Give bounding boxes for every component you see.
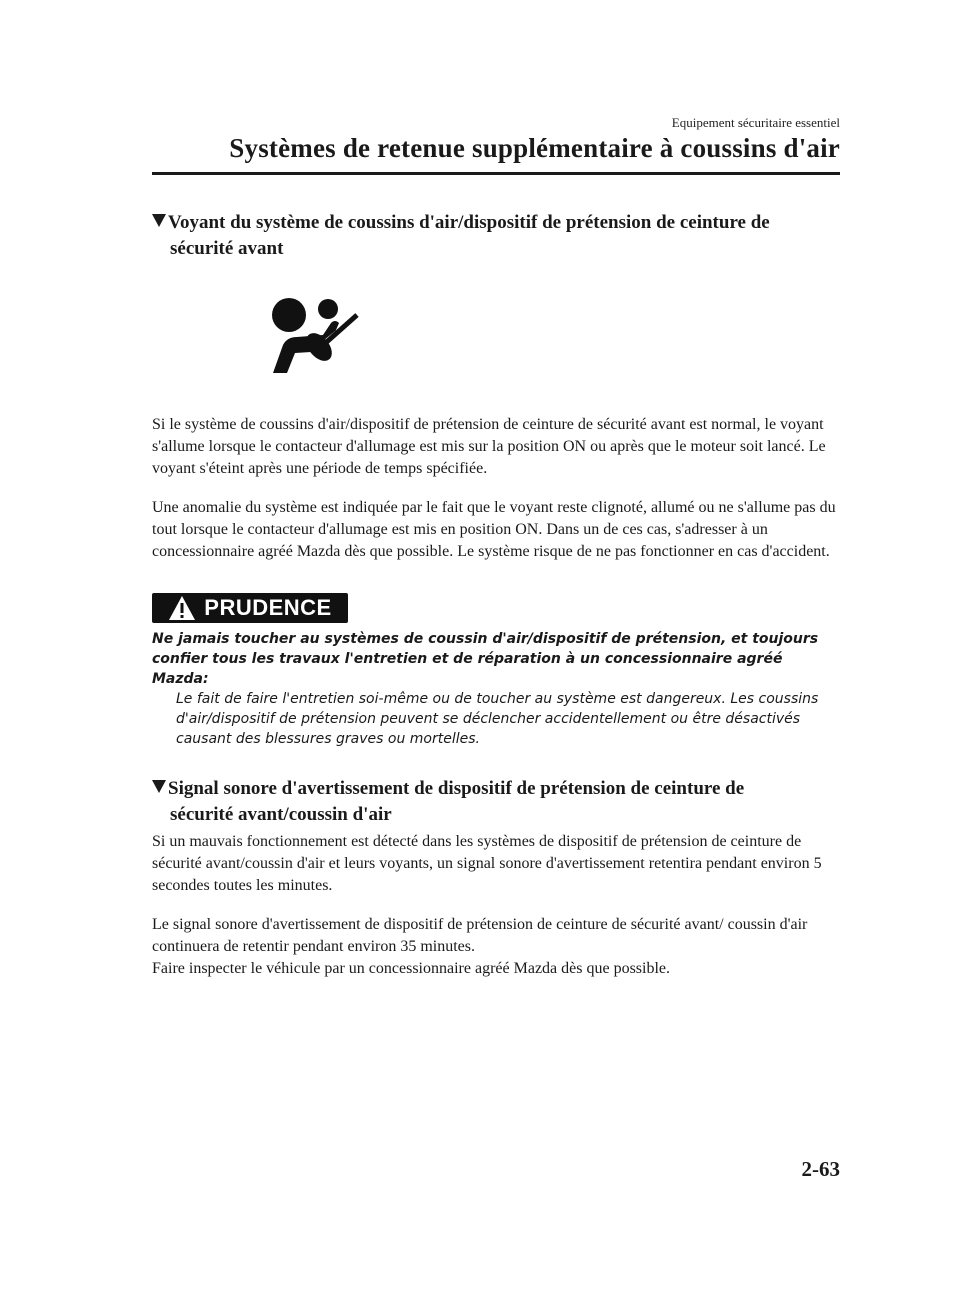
section-heading-warning-light bbox=[152, 210, 840, 262]
section1-paragraph-2: Une anomalie du système est indiquée par le fait que le voyant reste clignoté, allumé ou ne s'allume pas du tout lorsque le contacteur d'allumage est mis en position ON. Dans un de ces cas, s'adresser à un concessionnaire agréé Mazda dès que possible. Le système risque de ne pas fonctionner en cas d'accident. bbox=[152, 499, 836, 560]
page-title: Systèmes de retenue supplémentaire à coussins d'air bbox=[229, 133, 840, 163]
caution-lead: Ne jamais toucher au systèmes de coussin d'air/dispositif de prétension, et toujours confier tous les travaux l'entretien et de réparation à un concessionnaire agréé Mazda: bbox=[152, 631, 819, 687]
triangle-bullet-icon bbox=[152, 780, 166, 793]
section-heading-line1: Voyant du système de coussins d'air/dispositif de prétension de ceinture de bbox=[168, 212, 770, 233]
header-section-label: Equipement sécuritaire essentiel bbox=[671, 115, 840, 130]
section-heading-audible-alert bbox=[152, 776, 840, 828]
section1-paragraph-1: Si le système de coussins d'air/dispositif de prétension de ceinture de sécurité avant est normal, le voyant s'allume lorsque le contacteur d'allumage est mis sur la position ON ou après que le moteur soit lancé. Le voyant s'éteint après une période de temps spécifiée. bbox=[152, 416, 826, 477]
section-heading-line2: sécurité avant bbox=[170, 238, 284, 259]
triangle-bullet-icon bbox=[152, 214, 166, 227]
caution-banner bbox=[152, 593, 348, 623]
warning-triangle-icon bbox=[168, 595, 196, 621]
caution-text bbox=[152, 629, 842, 749]
airbag-warning-icon bbox=[265, 293, 360, 373]
section2-paragraph-2: Le signal sonore d'avertissement de dispositif de prétension de ceinture de sécurité avant/ coussin d'air continuera de retentir pendant environ 35 minutes. Faire inspecter le véhicule par un concessionnaire agréé Mazda dès que possible. bbox=[152, 916, 808, 977]
caution-detail: Le fait de faire l'entretien soi-même ou de toucher au système est dangereux. Les coussins d'air/dispositif de prétension peuvent se déclencher accidentellement ou être désactivés causant des blessures graves ou mortelles. bbox=[176, 691, 819, 747]
caution-label: PRUDENCE bbox=[204, 595, 332, 620]
header-divider bbox=[152, 172, 840, 175]
section-heading-line2: sécurité avant/coussin d'air bbox=[170, 804, 392, 825]
section-heading-line1: Signal sonore d'avertissement de dispositif de prétension de ceinture de bbox=[168, 778, 745, 799]
page-number: 2-63 bbox=[801, 1157, 840, 1181]
section2-paragraph-1: Si un mauvais fonctionnement est détecté dans les systèmes de dispositif de prétension de ceinture de sécurité avant/coussin d'air et leurs voyants, un signal sonore d'avertissement retentira pendant environ 5 secondes toutes les minutes. bbox=[152, 833, 822, 894]
